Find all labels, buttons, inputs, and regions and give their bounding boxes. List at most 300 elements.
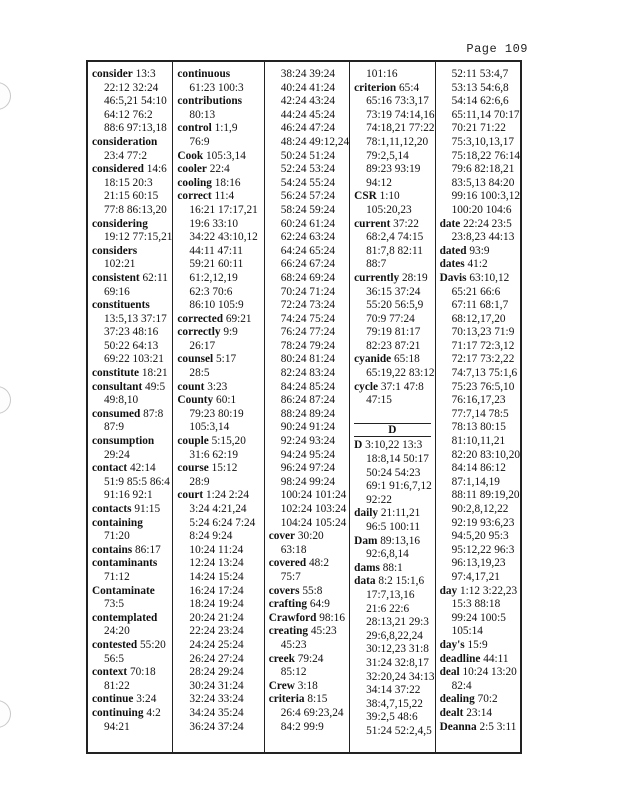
index-term: creek: [268, 652, 295, 665]
index-entry: [354, 218, 434, 232]
index-refs-continuation: 61:2,12,19: [189, 271, 238, 284]
index-entry: [92, 544, 172, 558]
index-refs: 69:21: [225, 312, 252, 325]
index-term: consistent: [92, 271, 140, 284]
index-term: Cook: [177, 149, 204, 162]
index-term: context: [92, 666, 128, 679]
index-refs-continuation: 12:24 13:24: [189, 557, 244, 570]
index-refs-continuation: 14:24 15:24: [189, 570, 244, 583]
index-entry: [177, 95, 263, 109]
index-refs-continuation: 87:1,14,19: [451, 475, 500, 488]
index-refs-continuation: 39:2,5 48:6: [366, 711, 418, 724]
index-refs-continuation: 65:21 66:6: [451, 285, 501, 298]
index-refs-continuation: 45:23: [280, 638, 307, 651]
index-column-4: [350, 62, 435, 752]
index-refs-continuation: 105:14: [451, 625, 483, 638]
index-refs-continuation: 79:6 82:18,21: [451, 163, 515, 176]
index-refs-continuation: 94:24 95:24: [280, 448, 336, 461]
index-column-5: [436, 62, 520, 752]
index-refs: 55:20: [140, 638, 166, 651]
index-refs: 41:2: [467, 258, 488, 271]
index-refs-continuation: 19:6 33:10: [189, 217, 239, 230]
index-term: currently: [354, 271, 400, 284]
index-refs-continuation: 88:11 89:19,20: [451, 489, 520, 502]
index-refs-continuation: 8:24 9:24: [189, 530, 233, 543]
index-refs-continuation: 76:24 77:24: [280, 326, 336, 339]
index-refs: 11:4: [214, 190, 235, 203]
index-refs-continuation: 101:16: [366, 68, 398, 80]
index-refs-continuation: 23:4 77:2: [104, 149, 147, 162]
index-refs-continuation: 74:24 75:24: [280, 312, 336, 325]
index-refs: 15:12: [211, 462, 238, 475]
index-term: cooler: [177, 163, 207, 176]
index-refs: 37:22: [393, 217, 419, 230]
index-refs-continuation: 31:6 62:19: [189, 448, 239, 461]
index-entry: [440, 707, 520, 721]
index-refs: 23:14: [466, 706, 492, 719]
index-refs: 22:24 23:5: [463, 217, 512, 230]
index-refs-continuation: 102:24 103:24: [280, 503, 347, 515]
index-term: court: [177, 489, 204, 502]
index-refs-continuation: 75:18,22 76:14: [451, 149, 520, 162]
index-refs-continuation: 94:21: [104, 720, 130, 733]
index-refs: 2:5 3:11: [479, 720, 517, 733]
index-refs-continuation: 51:9 85:5 86:4: [104, 475, 170, 488]
index-refs-continuation: 46:5,21 54:10: [104, 95, 167, 108]
index-refs-continuation: 53:13 54:6,8: [451, 81, 509, 94]
blank-line: [354, 408, 434, 422]
index-refs-continuation: 65:11,14 70:17: [451, 108, 520, 121]
index-term: count: [177, 380, 205, 393]
index-entry: [92, 136, 172, 150]
index-refs-continuation: 72:17 73:2,22: [451, 353, 515, 366]
index-refs-continuation: 71:20: [104, 530, 130, 543]
index-refs-continuation: 26:24 27:24: [189, 652, 244, 665]
index-term: dealt: [439, 706, 464, 719]
index-refs-continuation: 58:24 59:24: [280, 203, 336, 216]
index-term: continue: [92, 693, 134, 706]
index-refs: 60:1: [216, 394, 237, 407]
index-refs-continuation: 74:18,21 77:22: [366, 122, 435, 135]
index-entry: [269, 612, 349, 626]
index-refs: 5:15,20: [211, 435, 246, 448]
index-entry: [440, 639, 520, 653]
index-refs: 87:8: [143, 407, 164, 420]
index-term: Crawford: [268, 611, 317, 624]
index-term: dated: [439, 244, 467, 257]
index-entry: [269, 625, 349, 639]
index-refs-continuation: 86:24 87:24: [280, 394, 336, 407]
index-term: Deanna: [439, 720, 477, 733]
index-refs-continuation: 67:11 68:1,7: [451, 299, 509, 312]
index-refs-continuation: 36:15 37:24: [366, 285, 421, 298]
index-term: day: [439, 584, 458, 597]
index-refs-continuation: 78:24 79:24: [280, 339, 336, 352]
index-refs-continuation: 92:19 93:6,23: [451, 516, 515, 529]
index-term: creating: [268, 625, 309, 638]
index-refs-continuation: 29:6,8,22,24: [366, 629, 423, 642]
index-term: cooling: [177, 176, 212, 189]
index-refs-continuation: 72:24 73:24: [280, 299, 336, 312]
index-entry: [92, 218, 172, 232]
index-refs: 105:3,14: [206, 149, 246, 162]
index-refs-continuation: 20:24 21:24: [189, 611, 244, 624]
index-refs-continuation: 87:9: [104, 421, 125, 434]
index-refs-continuation: 38:24 39:24: [280, 68, 336, 80]
index-refs: 8:15: [307, 693, 328, 706]
index-entry: [92, 272, 172, 286]
index-term: dams: [354, 561, 380, 574]
index-refs: 15:9: [467, 638, 488, 651]
index-refs-continuation: 54:14 62:6,6: [451, 95, 509, 108]
index-refs: 1:24 2:24: [205, 489, 249, 502]
index-refs: 28:19: [401, 271, 428, 284]
index-refs-continuation: 77:8 86:13,20: [104, 203, 167, 216]
index-term: constitute: [92, 367, 140, 380]
index-entry: [177, 489, 263, 503]
index-refs-continuation: 26:17: [189, 339, 216, 352]
index-entry: [92, 503, 172, 517]
index-refs: 70:18: [129, 666, 156, 679]
index-refs-continuation: 96:5 100:11: [366, 521, 421, 533]
index-entry: [354, 535, 434, 549]
index-refs: 49:5: [145, 380, 166, 393]
index-refs-continuation: 82:24 83:24: [280, 367, 336, 380]
index-refs-continuation: 70:13,23 71:9: [451, 326, 515, 339]
index-refs-continuation: 66:24 67:24: [280, 258, 336, 271]
index-refs-continuation: 90:24 91:24: [280, 421, 336, 434]
index-refs-continuation: 64:12 76:2: [104, 108, 153, 121]
index-entry: [440, 258, 520, 272]
index-refs-continuation: 68:24 69:24: [280, 271, 336, 284]
index-refs: 62:11: [142, 271, 168, 284]
index-refs-continuation: 10:24 11:24: [189, 543, 244, 556]
index-refs-continuation: 28:24 29:24: [189, 666, 244, 679]
index-term: containing: [92, 516, 143, 529]
index-refs-continuation: 32:20,24 34:13: [366, 670, 435, 683]
index-entry: [177, 177, 263, 191]
index-refs-continuation: 88:7: [366, 258, 387, 271]
index-refs-continuation: 104:24 105:24: [280, 516, 347, 529]
index-entry: [354, 82, 434, 96]
index-term: Crew: [268, 679, 295, 692]
index-refs-continuation: 90:2,8,12,22: [451, 503, 509, 515]
index-refs-continuation: 80:13: [189, 108, 216, 121]
index-refs-continuation: 102:21: [104, 258, 136, 271]
index-entry: [92, 557, 172, 571]
index-refs-continuation: 84:24 85:24: [280, 380, 336, 393]
index-term: considering: [92, 217, 148, 230]
index-refs: 18:16: [214, 176, 241, 189]
index-entry: [269, 680, 349, 694]
punch-hole-bottom: [0, 700, 11, 728]
index-entry: [354, 353, 434, 367]
index-refs: 30:20: [297, 530, 324, 543]
index-term: contaminants: [92, 557, 158, 570]
index-refs: 64:9: [309, 598, 330, 611]
index-entry: [177, 394, 263, 408]
index-entry: [92, 707, 172, 721]
index-entry: [354, 439, 434, 453]
index-entry: [92, 68, 172, 82]
index-refs-continuation: 79:2,5,14: [366, 149, 409, 162]
index-refs-continuation: 18:15 20:3: [104, 176, 153, 189]
index-refs-continuation: 80:24 81:24: [280, 353, 336, 366]
index-refs-continuation: 30:24 31:24: [189, 679, 244, 692]
index-refs-continuation: 51:24 52:2,4,5: [366, 724, 432, 737]
index-term: continuous: [177, 68, 231, 80]
index-refs-continuation: 74:7,13 75:1,6: [451, 367, 518, 380]
index-refs-continuation: 70:21 71:22: [451, 122, 506, 135]
index-refs-continuation: 37:23 48:16: [104, 326, 159, 339]
index-refs-continuation: 50:24 51:24: [280, 149, 336, 162]
index-term: Davis: [439, 271, 467, 284]
index-refs: 3:10,22 13:3: [365, 439, 423, 452]
index-refs-continuation: 47:15: [366, 394, 392, 407]
index-refs: 5:17: [216, 353, 237, 366]
index-refs-continuation: 68:12,17,20: [451, 312, 506, 325]
index-refs-continuation: 82:4: [451, 679, 472, 692]
index-refs-continuation: 81:7,8 82:11: [366, 244, 423, 257]
index-entry: [354, 507, 434, 521]
index-entry: [92, 517, 172, 531]
index-entry: [177, 122, 263, 136]
index-refs-continuation: 48:24 49:12,24: [280, 135, 350, 148]
index-refs-continuation: 95:12,22 96:3: [451, 543, 515, 556]
index-refs-continuation: 105:20,23: [366, 203, 412, 216]
index-entry: [177, 150, 263, 164]
index-term: constituents: [92, 299, 150, 312]
index-refs-continuation: 82:20 83:10,20: [451, 448, 520, 461]
index-term: considers: [92, 244, 138, 257]
index-term: consumed: [92, 407, 141, 420]
index-refs: 4:2: [146, 706, 161, 719]
index-term: deal: [439, 666, 460, 679]
index-term: deadline: [439, 652, 481, 665]
index-refs: 89:13,16: [380, 534, 421, 547]
index-refs-continuation: 99:16 100:3,12: [451, 190, 520, 203]
index-entry: [92, 163, 172, 177]
index-refs-continuation: 81:10,11,21: [451, 435, 506, 448]
index-refs-continuation: 28:9: [189, 475, 210, 488]
index-refs-continuation: 55:20 56:5,9: [366, 299, 424, 312]
index-refs: 79:24: [297, 652, 324, 665]
index-entry: [92, 612, 172, 626]
index-entry: [440, 721, 520, 735]
index-refs-continuation: 94:12: [366, 176, 392, 189]
index-entry: [177, 190, 263, 204]
index-term: dates: [439, 258, 465, 271]
index-refs-continuation: 24:24 25:24: [189, 638, 244, 651]
index-refs-continuation: 17:7,13,16: [366, 588, 415, 601]
index-term: contacts: [92, 503, 132, 515]
index-refs-continuation: 83:5,13 84:20: [451, 176, 515, 189]
index-term: criteria: [268, 693, 305, 706]
index-refs-continuation: 78:1,11,12,20: [366, 135, 429, 148]
index-refs: 65:18: [394, 353, 420, 366]
index-refs-continuation: 69:16: [104, 285, 130, 298]
index-refs-continuation: 76:16,17,23: [451, 394, 506, 407]
index-entry: [269, 693, 349, 707]
index-refs: 45:23: [310, 625, 337, 638]
index-refs-continuation: 26:4 69:23,24: [280, 706, 344, 719]
index-refs: 63:10,12: [469, 271, 510, 284]
index-refs-continuation: 49:8,10: [104, 394, 139, 407]
index-refs-continuation: 59:21 60:11: [189, 258, 244, 271]
index-refs: 65:4: [399, 81, 420, 94]
index-entry: [177, 313, 263, 327]
index-refs-continuation: 64:24 65:24: [280, 244, 336, 257]
index-refs-continuation: 50:24 54:23: [366, 466, 421, 479]
index-refs-continuation: 3:24 4:21,24: [189, 503, 247, 515]
index-term: day's: [439, 638, 465, 651]
index-refs-continuation: 34:24 35:24: [189, 706, 244, 719]
index-entry: [92, 381, 172, 395]
index-entry: [269, 557, 349, 571]
index-refs-continuation: 70:9 77:24: [366, 312, 415, 325]
index-refs-continuation: 34:22 43:10,12: [189, 231, 258, 244]
index-term: correctly: [177, 326, 221, 339]
index-term: covers: [268, 584, 300, 597]
index-entry: [92, 585, 172, 599]
index-refs-continuation: 88:24 89:24: [280, 407, 336, 420]
index-term: continuing: [92, 706, 144, 719]
index-term: cyanide: [354, 353, 392, 366]
index-refs-continuation: 88:6 97:13,18: [104, 122, 167, 135]
index-frame: [86, 60, 522, 754]
index-entry: [440, 272, 520, 286]
index-refs-continuation: 68:2,4 74:15: [366, 231, 424, 244]
index-refs-continuation: 18:24 19:24: [189, 598, 244, 611]
index-term: consideration: [92, 135, 158, 148]
index-entry: [92, 435, 172, 449]
index-refs-continuation: 92:24 93:24: [280, 435, 336, 448]
index-refs-continuation: 44:24 45:24: [280, 108, 336, 121]
index-term: daily: [354, 507, 379, 520]
index-term: cycle: [354, 380, 378, 393]
index-refs-continuation: 81:22: [104, 679, 130, 692]
index-term: dealing: [439, 693, 475, 706]
index-refs-continuation: 91:16 92:1: [104, 489, 153, 502]
index-entry: [92, 693, 172, 707]
index-entry: [354, 381, 434, 395]
index-refs: 86:17: [135, 543, 161, 556]
index-refs-continuation: 29:24: [104, 448, 130, 461]
index-refs: 98:16: [319, 611, 345, 624]
index-term: corrected: [177, 312, 223, 325]
index-refs: 48:2: [309, 557, 330, 570]
index-entry: [92, 245, 172, 259]
index-refs: 18:21: [141, 367, 168, 380]
index-refs-continuation: 15:3 88:18: [451, 598, 501, 611]
index-column-3: [265, 62, 350, 752]
index-refs-continuation: 92:6,8,14: [366, 548, 409, 561]
page-number: Page 109: [466, 42, 528, 56]
index-refs: 9:9: [223, 326, 238, 339]
index-entry: [440, 693, 520, 707]
index-refs-continuation: 98:24 99:24: [280, 475, 336, 488]
index-entry: [92, 639, 172, 653]
index-refs: 70:2: [477, 693, 498, 706]
index-refs-continuation: 71:17 72:3,12: [451, 339, 515, 352]
index-entry: [354, 272, 434, 286]
index-refs: 42:14: [129, 462, 156, 475]
index-refs-continuation: 40:24 41:24: [280, 81, 336, 94]
index-refs-continuation: 105:3,14: [189, 421, 230, 434]
index-refs-continuation: 56:5: [104, 652, 125, 665]
index-entry: [92, 462, 172, 476]
index-entry: [92, 666, 172, 680]
index-refs-continuation: 70:24 71:24: [280, 285, 336, 298]
index-entry: [440, 653, 520, 667]
index-term: D: [354, 439, 363, 452]
index-term: Dam: [354, 534, 378, 547]
index-refs: 91:15: [134, 503, 161, 515]
index-refs: 10:24 13:20: [462, 666, 517, 679]
index-refs: 55:8: [302, 584, 323, 597]
index-refs-continuation: 22:24 23:24: [189, 625, 244, 638]
index-term: criterion: [354, 81, 397, 94]
index-entry: [92, 408, 172, 422]
index-refs: 14:6: [146, 163, 167, 176]
index-refs-continuation: 23:8,23 44:13: [451, 231, 515, 244]
index-refs-continuation: 21:6 22:6: [366, 602, 410, 615]
index-refs-continuation: 84:2 99:9: [280, 720, 324, 733]
index-term: counsel: [177, 353, 214, 366]
index-term: consider: [92, 68, 133, 80]
index-term: data: [354, 575, 376, 588]
index-term: contains: [92, 543, 133, 556]
index-refs-continuation: 52:24 53:24: [280, 163, 336, 176]
index-entry: [269, 598, 349, 612]
index-entry: [92, 367, 172, 381]
index-refs-continuation: 63:18: [280, 543, 307, 556]
index-term: CSR: [354, 190, 377, 203]
index-refs-continuation: 5:24 6:24 7:24: [189, 516, 256, 529]
index-refs: 3:23: [207, 380, 228, 393]
index-refs-continuation: 75:23 76:5,10: [451, 380, 515, 393]
index-refs-continuation: 28:5: [189, 367, 210, 380]
index-entry: [177, 353, 263, 367]
index-term: considered: [92, 163, 144, 176]
index-term: consumption: [92, 435, 155, 448]
index-refs-continuation: 96:13,19,23: [451, 557, 506, 570]
index-refs-continuation: 61:23 100:3: [189, 81, 244, 94]
index-refs: 1:12 3:22,23: [460, 584, 518, 597]
index-column-1: [88, 62, 173, 752]
index-refs-continuation: 65:16 73:3,17: [366, 95, 429, 108]
index-refs-continuation: 21:15 60:15: [104, 190, 159, 203]
index-term: crafting: [268, 598, 308, 611]
index-term: course: [177, 462, 209, 475]
index-refs-continuation: 97:4,17,21: [451, 570, 500, 583]
index-entry: [440, 585, 520, 599]
index-refs-continuation: 65:19,22 83:12: [366, 367, 435, 380]
index-refs-continuation: 85:12: [280, 666, 307, 679]
index-refs: 3:18: [297, 679, 318, 692]
index-term: consultant: [92, 380, 143, 393]
index-refs-continuation: 86:10 105:9: [189, 299, 244, 312]
index-refs: 93:9: [469, 244, 490, 257]
index-refs: 44:11: [483, 652, 509, 665]
index-refs-continuation: 46:24 47:24: [280, 122, 336, 135]
index-refs-continuation: 92:22: [366, 493, 392, 506]
index-refs-continuation: 99:24 100:5: [451, 611, 506, 624]
index-refs: 22:4: [209, 163, 230, 176]
index-refs-continuation: 54:24 55:24: [280, 176, 336, 189]
index-refs: 88:1: [382, 561, 403, 574]
index-entry: [354, 562, 434, 576]
